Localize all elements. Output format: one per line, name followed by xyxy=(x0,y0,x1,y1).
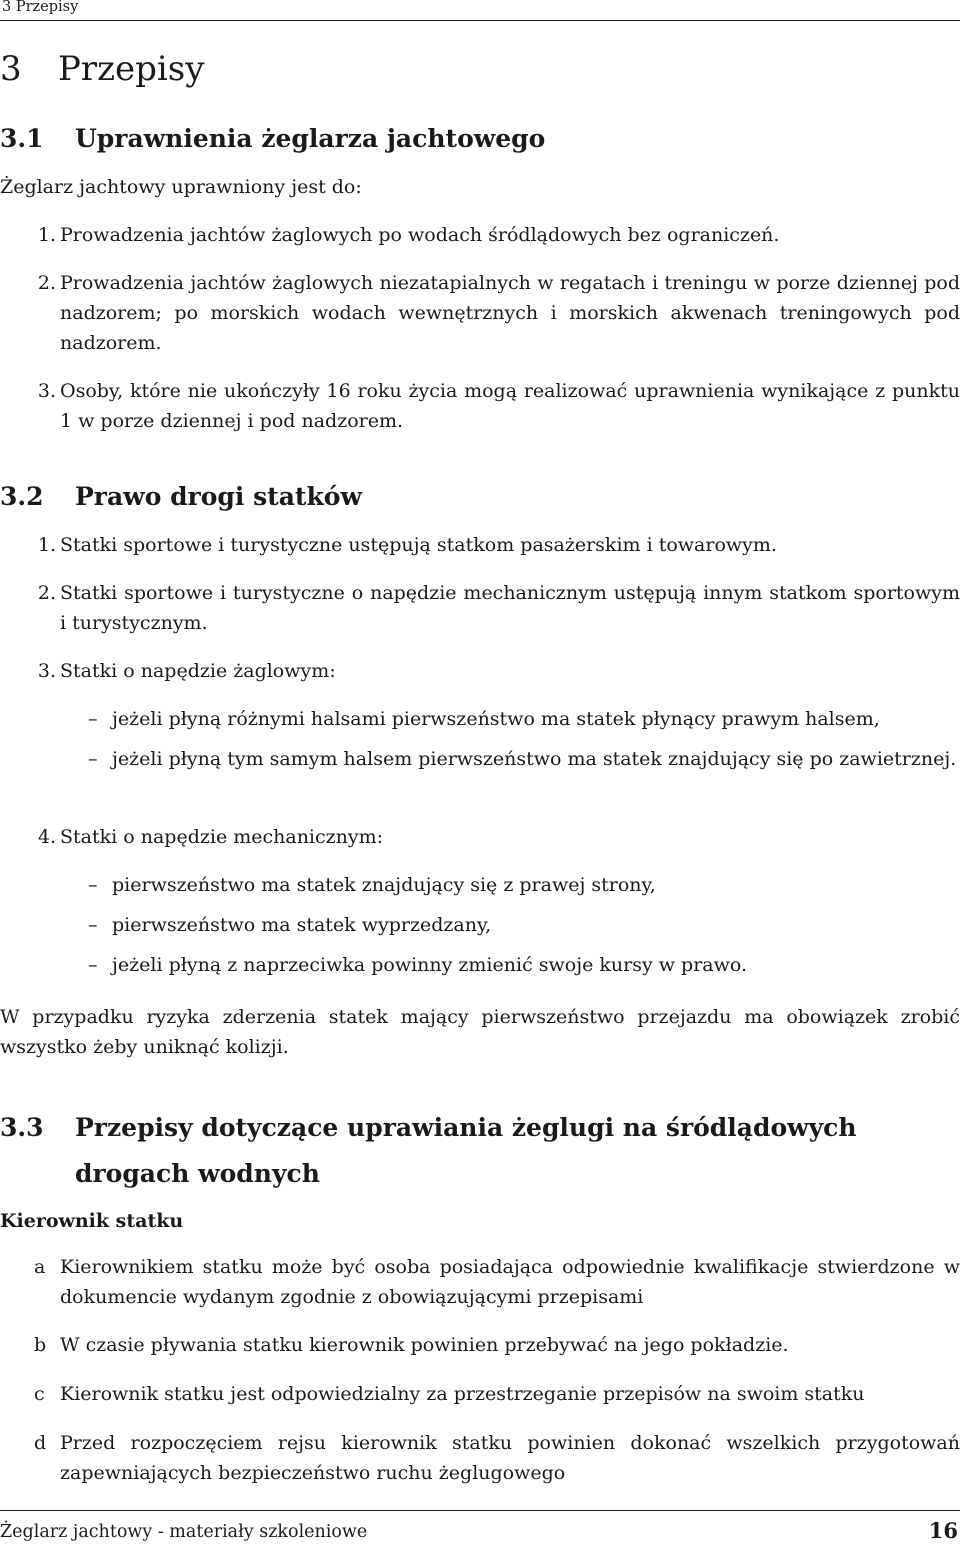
item-letter: d xyxy=(34,1432,47,1454)
list-item xyxy=(0,1379,960,1409)
item-number: 3. xyxy=(37,380,56,402)
item-text: Kierownik statku jest odpowiedzialny za przestrzeganie przepisów na swoim statku xyxy=(60,1383,865,1405)
item-text: pierwszeństwo ma statek wyprzedzany, xyxy=(112,914,492,936)
item-number: 1. xyxy=(37,224,56,246)
item-number: 2. xyxy=(37,582,56,604)
section-number: 3.3 xyxy=(0,1113,44,1142)
dash-bullet: – xyxy=(88,874,98,896)
item-number: 1. xyxy=(37,534,56,556)
item-text: jeżeli płyną z naprzeciwka powinny zmienić swoje kursy w prawo. xyxy=(112,954,748,976)
subheading-kierownik: Kierownik statku xyxy=(0,1210,184,1232)
section-heading-3-1 xyxy=(0,122,960,156)
sub-list-item xyxy=(60,704,960,734)
item-text: Statki o napędzie żaglowym: xyxy=(60,660,336,682)
chapter-number: 3 xyxy=(0,49,22,89)
section-intro: Żeglarz jachtowy uprawniony jest do: xyxy=(0,176,362,198)
item-number: 2. xyxy=(37,272,56,294)
list-item xyxy=(0,822,960,852)
list-item xyxy=(0,268,960,358)
header-rule xyxy=(0,20,960,21)
section-heading-3-2 xyxy=(0,480,960,514)
chapter-heading xyxy=(0,49,204,89)
sub-list-item xyxy=(60,744,960,774)
item-text: jeżeli płyną różnymi halsami pierwszeństwo ma statek płynący prawym halsem, xyxy=(112,708,880,730)
page-number: 16 xyxy=(928,1518,958,1543)
sub-list-item xyxy=(60,950,960,980)
item-text: Osoby, które nie ukończyły 16 roku życia mogą realizować uprawnienia wynikające z punktu 1 w porze dziennej i pod nadzorem. xyxy=(60,380,960,432)
chapter-title: Przepisy xyxy=(58,49,205,89)
item-letter: c xyxy=(34,1383,45,1405)
list-item xyxy=(0,376,960,436)
item-text: Prowadzenia jachtów żaglowych niezatapialnych w regatach i treningu w porze dziennej pod nadzorem; po morskich wodach wewnętrznych i morskich akwenach treningowych pod nadzorem. xyxy=(60,272,960,354)
dash-bullet: – xyxy=(88,708,98,730)
running-head: 3 Przepisy xyxy=(2,0,79,15)
section-number: 3.1 xyxy=(0,124,44,153)
sub-list-item xyxy=(60,870,960,900)
dash-bullet: – xyxy=(88,954,98,976)
section-title: Prawo drogi statków xyxy=(75,482,362,511)
list-item xyxy=(0,530,960,560)
section-number: 3.2 xyxy=(0,482,44,511)
list-item xyxy=(0,1252,960,1312)
list-item xyxy=(0,578,960,638)
list-item xyxy=(0,1428,960,1488)
item-number: 4. xyxy=(37,826,56,848)
item-text: W czasie pływania statku kierownik powinien przebywać na jego pokładzie. xyxy=(60,1334,789,1356)
section-heading-3-3 xyxy=(0,1105,960,1197)
item-text: Kierownikiem statku może być osoba posiadająca odpowiednie kwalifikacje stwierdzone w dokumencie wydanym zgodnie z obowiązującymi przepisami xyxy=(60,1256,960,1308)
item-letter: b xyxy=(34,1334,47,1356)
list-item xyxy=(0,1330,960,1360)
sub-list-item xyxy=(60,910,960,940)
item-text: pierwszeństwo ma statek znajdujący się z prawej strony, xyxy=(112,874,656,896)
item-number: 3. xyxy=(37,660,56,682)
list-item xyxy=(0,220,960,250)
item-text: Statki sportowe i turystyczne o napędzie mechanicznym ustępują innym statkom sportowym i turystycznym. xyxy=(60,582,960,634)
closing-paragraph: W przypadku ryzyka zderzenia statek mający pierwszeństwo przejazdu ma obowiązek zrobić wszystko żeby uniknąć kolizji. xyxy=(0,1006,960,1058)
section-title: Uprawnienia żeglarza jachtowego xyxy=(75,124,546,153)
footer-title: Żeglarz jachtowy - materiały szkoleniowe xyxy=(0,1522,368,1542)
item-text: Statki sportowe i turystyczne ustępują statkom pasażerskim i towarowym. xyxy=(60,534,777,556)
list-item xyxy=(0,656,960,686)
item-text: Statki o napędzie mechanicznym: xyxy=(60,826,384,848)
item-text: Przed rozpoczęciem rejsu kierownik statku powinien dokonać wszelkich przygotowań zapewniających bezpieczeństwo ruchu żeglugowego xyxy=(60,1432,960,1484)
item-letter: a xyxy=(34,1256,46,1278)
dash-bullet: – xyxy=(88,748,98,770)
section-title: Przepisy dotyczące uprawiania żeglugi na śródlądowych drogach wodnych xyxy=(75,1113,857,1188)
item-text: Prowadzenia jachtów żaglowych po wodach śródlądowych bez ograniczeń. xyxy=(60,224,780,246)
dash-bullet: – xyxy=(88,914,98,936)
item-text: jeżeli płyną tym samym halsem pierwszeństwo ma statek znajdujący się po zawietrznej. xyxy=(112,748,957,770)
footer-rule xyxy=(0,1510,960,1511)
